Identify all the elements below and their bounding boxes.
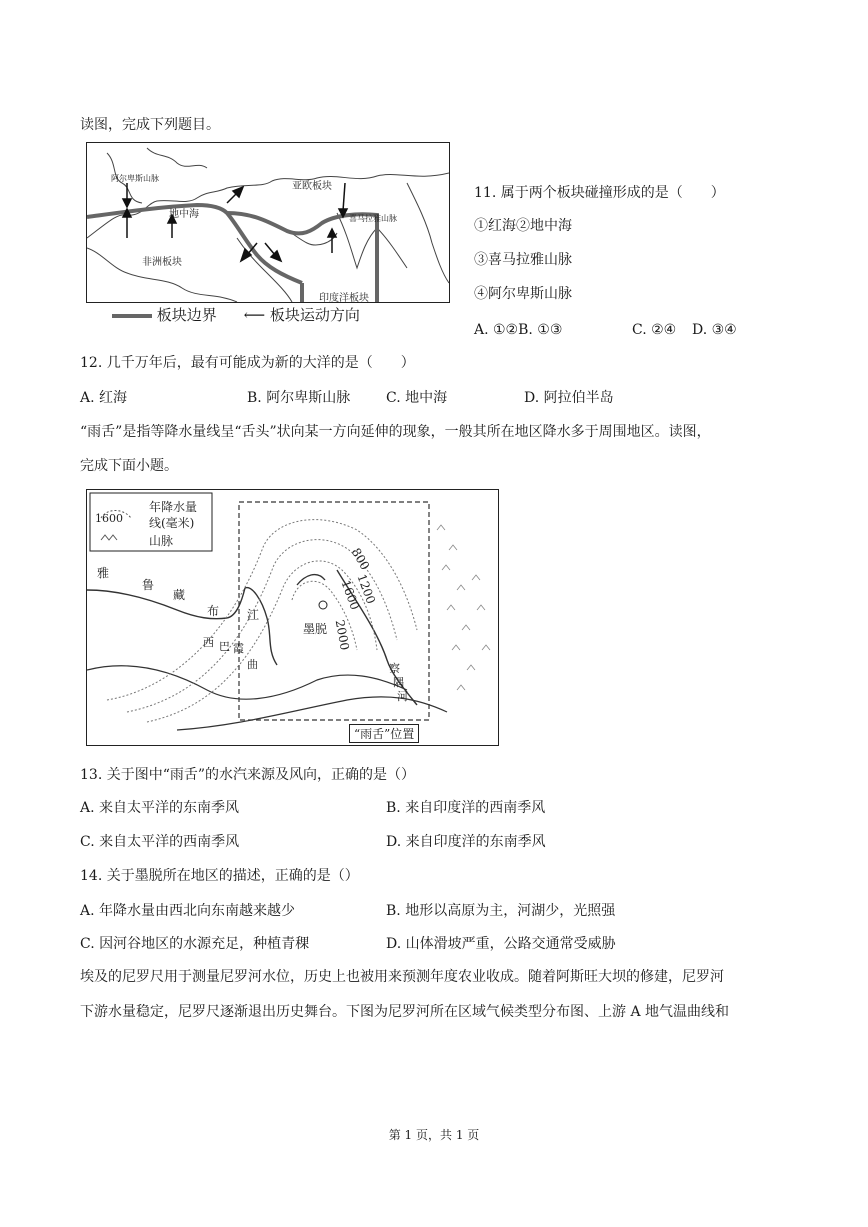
q12-option: B. 阿尔卑斯山脉 xyxy=(247,390,351,406)
river-char: 布 xyxy=(207,604,220,618)
q12-option: C. 地中海 xyxy=(386,390,448,406)
legend-iso-value: 1600 xyxy=(95,512,123,525)
west-river-char: 曲 xyxy=(247,658,258,671)
intro-text-2: “雨舌”是指等降水量线呈“舌头”状向某一方向延伸的现象，一般其所在地区降水多于周围地区。读图， xyxy=(80,424,711,440)
label-alps: 阿尔卑斯山脉 xyxy=(111,174,159,183)
legend-iso-label: 年降水量 xyxy=(149,500,198,514)
legend-motion-label: 板块运动方向 xyxy=(269,306,360,324)
east-river-char: 河 xyxy=(397,690,408,703)
q11-item: ③喜马拉雅山脉 xyxy=(474,252,572,268)
label-eurasia-plate: 亚欧板块 xyxy=(292,181,332,192)
q14-option: D. 山体滑坡严重，公路交通常受威胁 xyxy=(386,936,616,952)
label-mediterranean: 地中海 xyxy=(169,209,199,220)
river-char: 鲁 xyxy=(142,578,155,592)
legend-mountain-label: 山脉 xyxy=(149,534,174,548)
q11-option: C. ②④ xyxy=(632,322,677,338)
q13-option: C. 来自太平洋的西南季风 xyxy=(80,834,240,850)
page-footer: 第 1 页，共 1 页 xyxy=(388,1128,480,1142)
legend-boundary-line xyxy=(112,314,152,318)
isohyet-2000: 2000 xyxy=(332,618,352,652)
q14-option: C. 因河谷地区的水源充足，种植青稞 xyxy=(80,936,310,952)
west-river-char: 西 xyxy=(203,636,214,649)
intro-text-3b: 下游水量稳定，尼罗尺逐渐退出历史舞台。下图为尼罗河所在区域气候类型分布图、上游 A 地气温曲线和 xyxy=(80,1004,730,1020)
river-char: 江 xyxy=(247,608,260,622)
intro-text-3: 埃及的尼罗尺用于测量尼罗河水位，历史上也被用来预测年度农业收成。随着阿斯旺大坝的修建，尼罗河 xyxy=(80,969,724,985)
label-indian-plate: 印度洋板块 xyxy=(319,293,369,303)
q12-stem: 12. 几千万年后，最有可能成为新的大洋的是（ ） xyxy=(80,355,415,371)
river-char: 雅 xyxy=(97,566,110,580)
q14-option: A. 年降水量由西北向东南越来越少 xyxy=(80,903,296,919)
legend-arrow-icon: ⟵ xyxy=(243,306,266,324)
rain-tongue-map xyxy=(86,489,499,746)
legend-boundary-label: 板块边界 xyxy=(156,306,217,324)
isohyet-1600: 1600 xyxy=(338,578,363,612)
q11-item: ①红海②地中海 xyxy=(474,218,572,234)
q11-stem: 11. 属于两个板块碰撞形成的是（ ） xyxy=(474,185,725,201)
q13-option: A. 来自太平洋的东南季风 xyxy=(80,800,240,816)
q11-option: A. ①②B. ①③ xyxy=(474,322,563,338)
rain-tongue-box-label: “雨舌”位置 xyxy=(349,724,419,743)
q11-item: ④阿尔卑斯山脉 xyxy=(474,286,572,302)
place-medog: 墨脱 xyxy=(303,622,328,636)
legend-iso-label-2: 线(毫米) xyxy=(149,516,195,530)
west-river-char: 巴 xyxy=(219,640,230,653)
q14-option: B. 地形以高原为主，河湖少，光照强 xyxy=(386,903,616,919)
q13-option: B. 来自印度洋的西南季风 xyxy=(386,800,546,816)
label-himalaya: 喜马拉雅山脉 xyxy=(349,214,397,223)
east-river-char: 察 xyxy=(389,662,400,675)
q13-stem: 13. 关于图中“雨舌”的水汽来源及风向，正确的是（） xyxy=(80,767,416,783)
q11-option: D. ③④ xyxy=(692,322,737,338)
river-char: 藏 xyxy=(173,588,186,602)
plate-map-legend xyxy=(112,304,360,326)
isohyet-800: 800 xyxy=(348,545,373,573)
isohyet-1200: 1200 xyxy=(354,572,379,606)
intro-text-2b: 完成下面小题。 xyxy=(80,458,178,474)
q12-option: D. 阿拉伯半岛 xyxy=(524,390,614,406)
q13-option: D. 来自印度洋的东南季风 xyxy=(386,834,546,850)
west-river-char: 霞 xyxy=(233,642,244,655)
q14-stem: 14. 关于墨脱所在地区的描述，正确的是（） xyxy=(80,868,359,884)
plate-map xyxy=(86,142,450,303)
label-african-plate: 非洲板块 xyxy=(142,257,182,268)
east-river-char: 隅 xyxy=(393,676,404,689)
intro-text-1: 读图，完成下列题目。 xyxy=(80,117,220,133)
q12-option: A. 红海 xyxy=(80,390,128,406)
